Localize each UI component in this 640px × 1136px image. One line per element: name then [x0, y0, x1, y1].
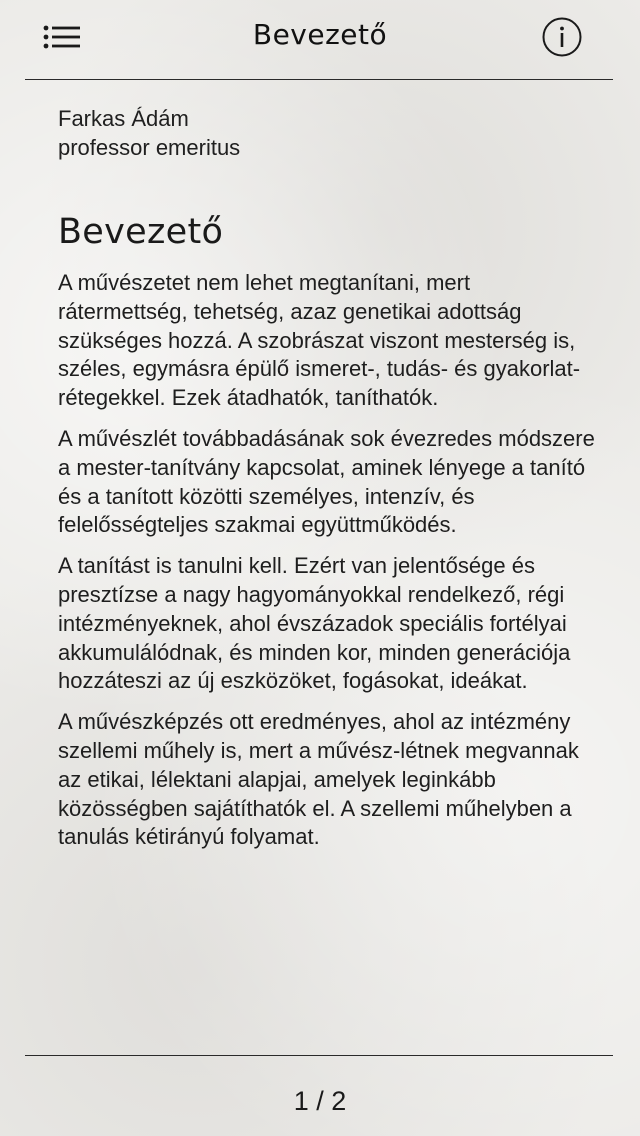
paragraph: A művészképzés ott eredményes, ahol az intézmény szellemi műhely is, mert a művész-létnek megvannak az etikai, lélektani alapjai, amelyek leginkább közösségben sajátíthatók el. A szellemi műhelyben a tanulás kétirányú folyamat. [58, 709, 579, 850]
info-icon [542, 17, 582, 57]
header-divider [25, 79, 613, 80]
author-name: Farkas Ádám [58, 106, 189, 131]
article-content [58, 104, 603, 852]
paragraph: A művészetet nem lehet megtanítani, mert rátermettség, tehetség, azaz genetikai adottság szükséges hozzá. A szobrászat viszont mesterség is, széles, egymásra épülő ismeret-, tudás- és gyakorlat- rétegekkel. Ezek átadhatók, taníthatók. [58, 270, 581, 411]
info-button[interactable] [542, 17, 582, 57]
page-title: Bevezető [252, 18, 388, 51]
top-bar [0, 0, 640, 80]
section-title: Bevezető [58, 212, 224, 252]
page-indicator: 1 / 2 [293, 1086, 347, 1116]
paragraph: A művészlét továbbadásának sok évezredes módszere a mester-tanítvány kapcsolat, aminek lényege a tanító és a tanított közötti személyes, intenzív, és felelősségteljes szakmai együttműködés. [58, 425, 595, 538]
author-role: professor emeritus [58, 135, 241, 160]
paragraph: A tanítást is tanulni kell. Ezért van jelentősége és presztízse a nagy hagyományokkal rendelkező, régi intézményeknek, ahol évszázadok speciális fortélyai akkumulálódnak, és minden kor, minden generációja hozzáteszi az új eszközöket, fogásokat, ideákat. [58, 553, 571, 694]
footer-divider [25, 1055, 613, 1056]
